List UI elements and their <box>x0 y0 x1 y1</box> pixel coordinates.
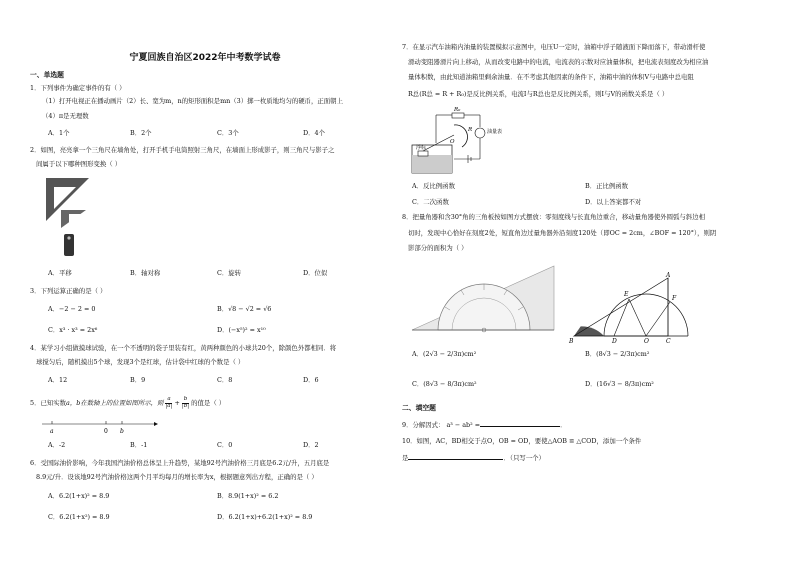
q6-option-c[interactable]: C．6.2(1+x²) = 8.9 <box>48 513 110 521</box>
q2-stem: 2．如图，亮亮拿一个三角尺在墙角处，打开手机手电筒照射三角尺，在墙面上形成影子，则三角尺与影子之 <box>30 146 335 154</box>
q5-option-d[interactable]: D．2 <box>303 441 319 449</box>
q5-stem-c: 的值是（ ） <box>191 399 226 407</box>
q7-stem: 7．在显示汽车油箱内油量的装置模拟示意图中，电压U一定时，油箱中浮子随液面下降而落下，带动滑杆使 <box>402 43 706 51</box>
q3-option-a[interactable]: A．−2 − 2 = 0 <box>48 305 96 313</box>
q5-fraction-b: $\frac{b}{|b|}$ <box>181 396 190 409</box>
q7-option-b[interactable]: B．正比例函数 <box>585 182 629 190</box>
q5-axis-label-zero: 0 <box>104 428 108 435</box>
q4-option-d[interactable]: D．6 <box>303 376 319 384</box>
q2-line2: 间属于以下哪种图形变换（ ） <box>36 160 122 168</box>
q10-stem: 10．如图，AC，BD相交于点O，OB = OD，要使△AOB ≌ △COD，添加一个条件 <box>402 437 642 445</box>
q6-stem: 6．受国际油价影响，今年我国汽油价格总体呈上升趋势，某地92号汽油价格三月底是6.2元/升，五月底是 <box>30 459 330 467</box>
q9-answer-blank[interactable] <box>480 420 560 427</box>
q8-label-d: D <box>612 338 617 345</box>
q7-label-gauge: 油量表 <box>487 129 503 135</box>
q6-option-a[interactable]: A．6.2(1+x)² = 8.9 <box>48 492 110 500</box>
q7-option-a[interactable]: A．反比例函数 <box>412 182 455 190</box>
q7-label-r: R <box>468 127 473 133</box>
q8-stem: 8．把量角器和含30°角的三角板按如图方式摆放：零刻度线与长直角边重合，移动量角器使外圆弧与斜边相 <box>402 213 705 221</box>
q8-label-b: B <box>569 338 574 345</box>
q10-line2 <box>402 453 545 462</box>
q5-option-c[interactable]: C．0 <box>217 441 233 449</box>
q1-line2: （1）打开电视正在播动画片（2）长、宽为m，n的矩形面积是mn（3）掷一枚质地均匀的硬币，正面朝上 <box>42 97 343 105</box>
q7-label-r0: R₀ <box>454 107 461 113</box>
q7-line2: 滑动变阻器滑片向上移动，从而改变电路中的电流，电流表的示数对应油量体积，把电流表刻度改为相应油 <box>408 58 709 66</box>
q2-option-b[interactable]: B．轴对称 <box>130 269 161 277</box>
q4-line2: 球搅匀后，随机摸出5个球，发现3个是红球，估计袋中红球的个数是（ ） <box>36 358 245 366</box>
q8-option-a[interactable]: A．(2√3 − 2/3π)cm² <box>412 350 477 358</box>
q1-option-c[interactable]: C．3个 <box>217 129 239 137</box>
q6-option-d[interactable]: D．6.2(1+x)+6.2(1+x)² = 8.9 <box>217 513 313 521</box>
q3-stem: 3．下列运算正确的是（ ） <box>30 287 107 295</box>
q8-geometry-figure <box>566 274 696 344</box>
q6-line2: 8.9元/升．设该地92号汽油价格这两个月平均每月的增长率为x，根据题意列出方程，正确的是（ ） <box>36 473 318 481</box>
q7-line4: R总(R总 = R + R₀)是反比例关系，电流I与R总也是反比例关系，则I与V的函数关系是（ ） <box>408 90 669 98</box>
q3-option-d[interactable]: D．(−x⁵)² = x¹⁰ <box>217 326 266 334</box>
q6-option-b[interactable]: B．8.9(1+x)² = 6.2 <box>217 492 279 500</box>
q9-line: 9．分解因式： a³ − ab² = ． <box>402 421 567 429</box>
q4-option-b[interactable]: B．9 <box>130 376 146 384</box>
q8-label-c: C <box>666 338 671 345</box>
q4-option-a[interactable]: A．12 <box>48 376 68 384</box>
q7-option-d[interactable]: D．以上答案都不对 <box>585 198 642 206</box>
q7-line3: 量体积数，由此知道油箱里剩余油量．在不考虑其他因素的条件下，油箱中油的体积V与电路中总电阻 <box>408 73 694 81</box>
q8-option-b[interactable]: B．(8√3 − 2/3π)cm² <box>585 350 650 358</box>
q8-protractor-photo <box>408 260 558 334</box>
q2-option-d[interactable]: D．位似 <box>303 269 328 277</box>
section-single-choice: 一、单选题 <box>30 71 64 79</box>
q8-label-a: A <box>666 272 671 279</box>
q10-line2-b: ．（只写一个） <box>503 454 545 462</box>
q7-label-o: O <box>450 139 455 145</box>
q5-number-line <box>40 418 160 438</box>
q5-stem-b: a，b在数轴上的位置如图所示，则 <box>66 399 164 407</box>
q2-figure <box>44 176 94 262</box>
q9-stem: 9．分解因式： a³ − ab² = <box>402 421 481 429</box>
q5-axis-label-b: b <box>120 428 124 435</box>
q4-option-c[interactable]: C．8 <box>217 376 233 384</box>
q1-option-d[interactable]: D．4个 <box>303 129 325 137</box>
q8-line3: 影部分的面积为（ ） <box>408 244 468 252</box>
q8-line2: 切时，发现中心恰好在刻度2处，短直角边过量角器外沿刻度120处（即OC = 2cm，∠BOF = 120°），则阴 <box>408 229 717 237</box>
q3-option-c[interactable]: C．x³ · x³ = 2x⁶ <box>48 326 98 334</box>
q8-label-f: F <box>672 295 677 302</box>
q5-fraction-a: $\frac{a}{|a|}$ <box>165 396 173 409</box>
q3-option-b[interactable]: B．√8 − √2 = √6 <box>217 305 272 313</box>
q1-stem: 1．下列事件为确定事件的有（ ） <box>30 84 126 92</box>
q8-option-c[interactable]: C．(8√3 − 8/3π)cm² <box>412 380 477 388</box>
q1-line3: （4）π是无理数 <box>42 112 89 120</box>
q8-label-o: O <box>644 338 649 345</box>
q2-option-a[interactable]: A．平移 <box>48 269 72 277</box>
q7-option-c[interactable]: C．二次函数 <box>412 198 449 206</box>
q7-circuit-figure <box>410 103 506 175</box>
q5-option-b[interactable]: B．-1 <box>130 441 148 449</box>
q5-option-a[interactable]: A．-2 <box>48 441 66 449</box>
q1-option-b[interactable]: B．2个 <box>130 129 152 137</box>
q10-line2-a: 是 <box>402 454 409 462</box>
section-fill-in: 二、填空题 <box>402 404 436 412</box>
q10-answer-blank[interactable] <box>408 453 503 460</box>
page-title: 宁夏回族自治区2022年中考数学试卷 <box>129 53 281 63</box>
q8-option-d[interactable]: D．(16√3 − 8/3π)cm² <box>585 380 654 388</box>
q8-label-e: E <box>624 291 629 298</box>
q5-stem: 5．已知实数a，b在数轴上的位置如图所示，则 $\frac{a}{|a|}$ + $\frac{b}{|b|}$ 的值是（ ） <box>30 396 226 409</box>
q5-stem-a: 5．已知实数 <box>30 399 67 407</box>
q7-label-float: 浮标 <box>416 145 427 151</box>
q5-axis-label-a: a <box>50 428 54 435</box>
q2-option-c[interactable]: C．旋转 <box>217 269 242 277</box>
q1-option-a[interactable]: A．1个 <box>48 129 70 137</box>
q4-stem: 4．某学习小组做摸球试验，在一个不透明的袋子里装有红，黄两种颜色的小球共20个，除颜色外都相同．将 <box>30 344 337 352</box>
